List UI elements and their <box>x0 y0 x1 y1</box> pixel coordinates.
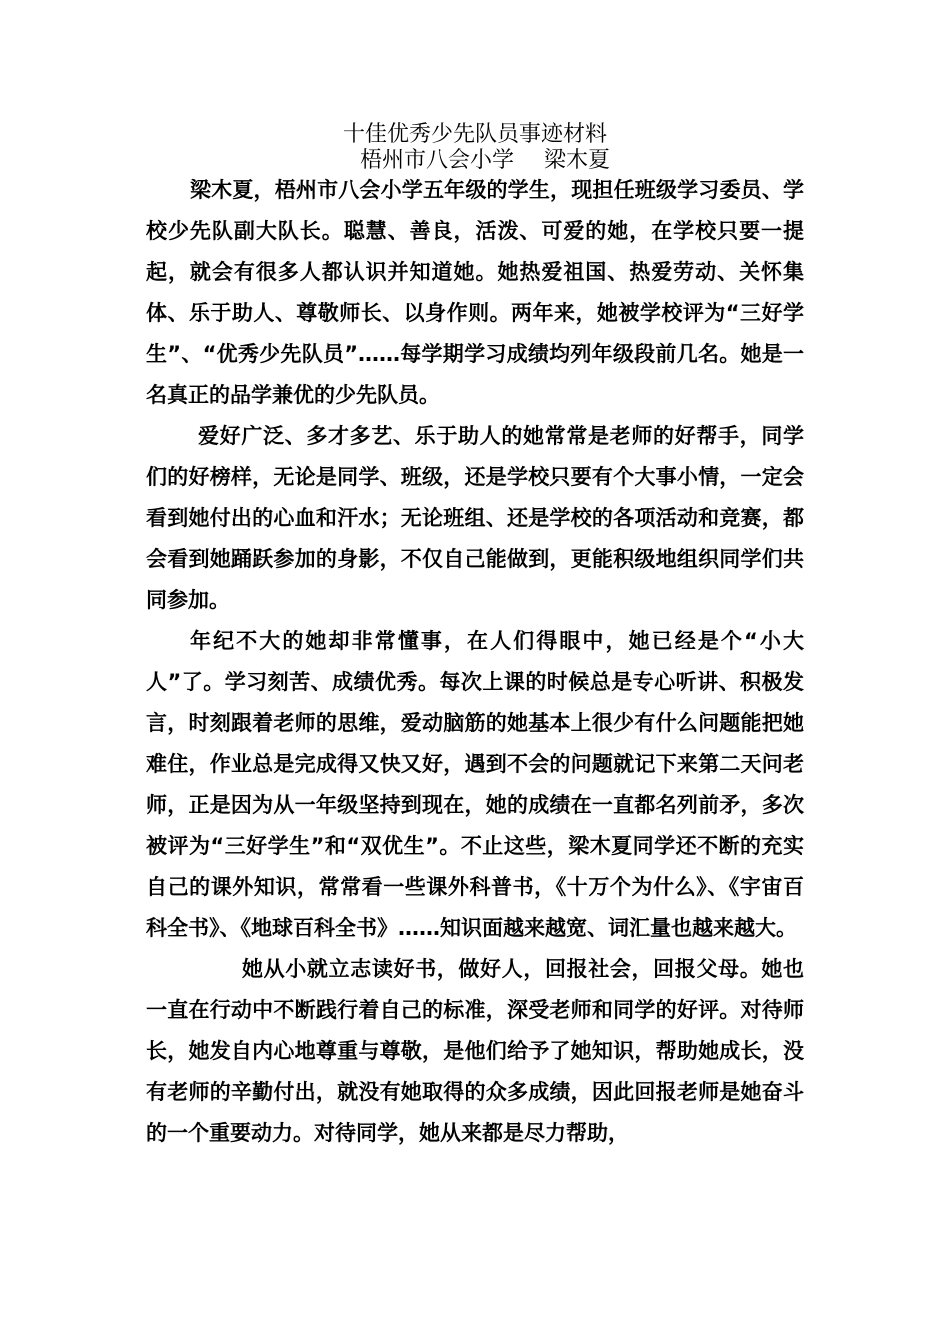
paragraph: 她从小就立志读好书，做好人，回报社会，回报父母。她也一直在行动中不断践行着自己的标准，深受老师和同学的好评。对待师长，她发自内心地尊重与尊敬，是他们给予了她知识，帮助她成长，没有老师的辛勤付出，就没有她取得的众多成绩，因此回报老师是她奋斗的一个重要动力。对待同学，她从来都是尽力帮助， <box>146 957 804 1145</box>
document-header <box>0 122 950 174</box>
school-name: 梧州市八会小学 <box>359 148 514 173</box>
paragraph: 爱好广泛、多才多艺、乐于助人的她常常是老师的好帮手，同学们的好榜样，无论是同学、班级，还是学校只要有个大事小情，一定会看到她付出的心血和汗水；无论班组、还是学校的各项活动和竞赛，都会看到她踊跃参加的身影，不仅自己能做到，更能积级地组织同学们共同参加。 <box>146 424 804 612</box>
paragraph: 年纪不大的她却非常懂事，在人们得眼中，她已经是个“小大人”了。学习刻苦、成绩优秀。每次上课的时候总是专心听讲、积极发言，时刻跟着老师的思维，爱动脑筋的她基本上很少有什么问题能把她难住，作业总是完成得又快又好，遇到不会的问题就记下来第二天问老师，正是因为从一年级坚持到现在，她的成绩在一直都名列前矛，多次被评为“三好学生”和“双优生”。不止这些，梁木夏同学还不断的充实自己的课外知识，常常看一些课外科普书，《十万个为什么》、《宇宙百科全书》、《地球百科全书》……知识面越来越宽、词汇量也越来越大。 <box>146 629 804 940</box>
document-title: 十佳优秀少先队员事迹材料 <box>342 122 607 147</box>
document-body <box>146 170 804 1154</box>
author-name: 梁木夏 <box>544 148 611 173</box>
paragraph: 梁木夏，梧州市八会小学五年级的学生，现担任班级学习委员、学校少先队副大队长。聪慧、善良，活泼、可爱的她，在学校只要一提起，就会有很多人都认识并知道她。她热爱祖国、热爱劳动、关怀集体、乐于助人、尊敬师长、以身作则。两年来，她被学校评为“三好学生”、“优秀少先队员”……每学期学习成绩均列年级段前几名。她是一名真正的品学兼优的少先队员。 <box>146 178 804 407</box>
